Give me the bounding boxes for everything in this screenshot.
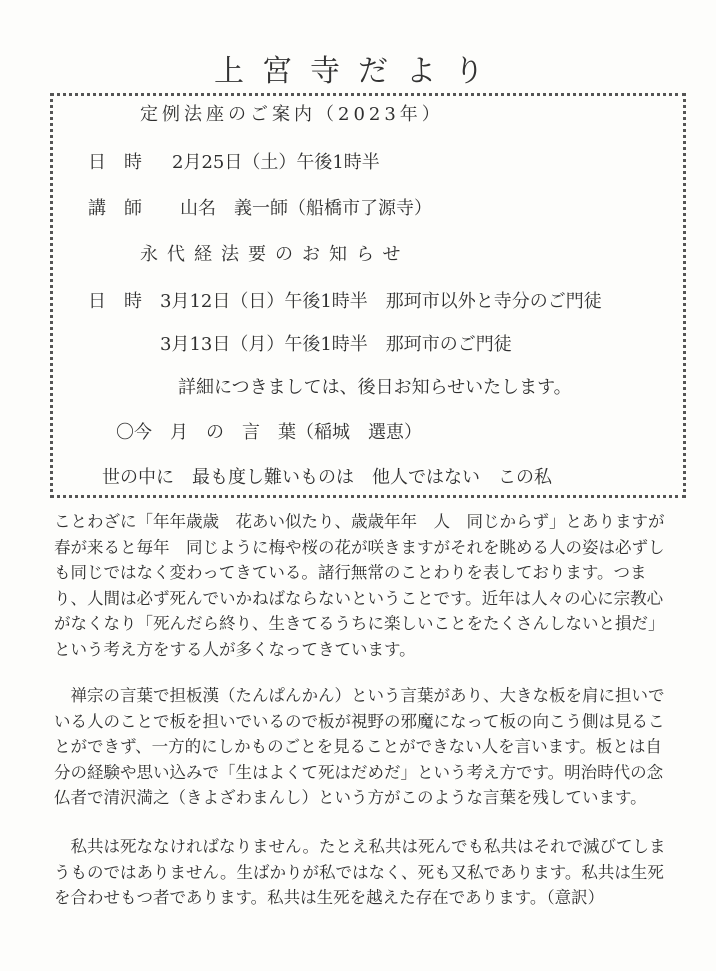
paragraph-1 (54, 509, 674, 662)
speaker-label: 講 師 (88, 198, 142, 219)
eitai-date-1: 3月12日（日）午後1時半 那珂市以外と寺分のご門徒 (160, 291, 602, 312)
date-label: 日 時 (88, 152, 142, 173)
paragraph-3 (54, 834, 674, 911)
service-heading: 定例法座のご案内（2023年） (140, 104, 444, 125)
date-value: 2月25日（土）午後1時半 (172, 152, 380, 173)
eitai-date-2: 3月13日（月）午後1時半 那珂市のご門徒 (160, 334, 512, 355)
words-heading: 〇今 月 の 言 葉（稲城 選恵） (116, 422, 422, 443)
speaker-value: 山名 義一師（船橋市了源寺） (180, 198, 432, 219)
paragraph-text: 私共は死ななければなりません。たとえ私共は死んでも私共はそれで滅びてしまうものではありません。生ばかりが私ではなく、死も又私であります。私共は生死を合わせもつ者であります。私共は生死を越えた存在であります。（意訳） (54, 837, 666, 907)
paragraph-text: 禅宗の言葉で担板漢（たんぱんかん）という言葉があり、大きな板を肩に担いでいる人のことで板を担いでいるので板が視野の邪魔になって板の向こう側は見ることができず、一方的にしかものごとを見ることができない人を言います。板とは自分の経験や思い込みで「生はよくて死はだめだ」という考え方です。明治時代の念仏者で清沢満之（きよざわまんし）という方がこのような言葉を残しています。 (54, 686, 665, 807)
eitai-date-label: 日 時 (88, 291, 142, 312)
newsletter-title: 上宮寺だより (214, 54, 502, 89)
paragraph-2 (54, 683, 674, 811)
eitai-heading: 永代経法要のお知らせ (140, 244, 410, 265)
details-note: 詳細につきましては、後日お知らせいたします。 (178, 377, 572, 398)
paragraph-text: ことわざに「年年歳歳 花あい似たり、歳歳年年 人 同じからず」とありますが春が来ると毎年 同じように梅や桜の花が咲きますがそれを眺める人の姿は必ずしも同じではなく変わってきている。諸行無常のことわりを表しております。つまり、人間は必ず死んでいかねばならないということです。近年は人々の心に宗教心がなくなり「死んだら終り、生きてるうちに楽しいことをたくさんしないと損だ」という考え方をする人が多くなってきています。 (54, 512, 665, 659)
words-quote: 世の中に 最も度し難いものは 他人ではない この私 (102, 467, 552, 488)
